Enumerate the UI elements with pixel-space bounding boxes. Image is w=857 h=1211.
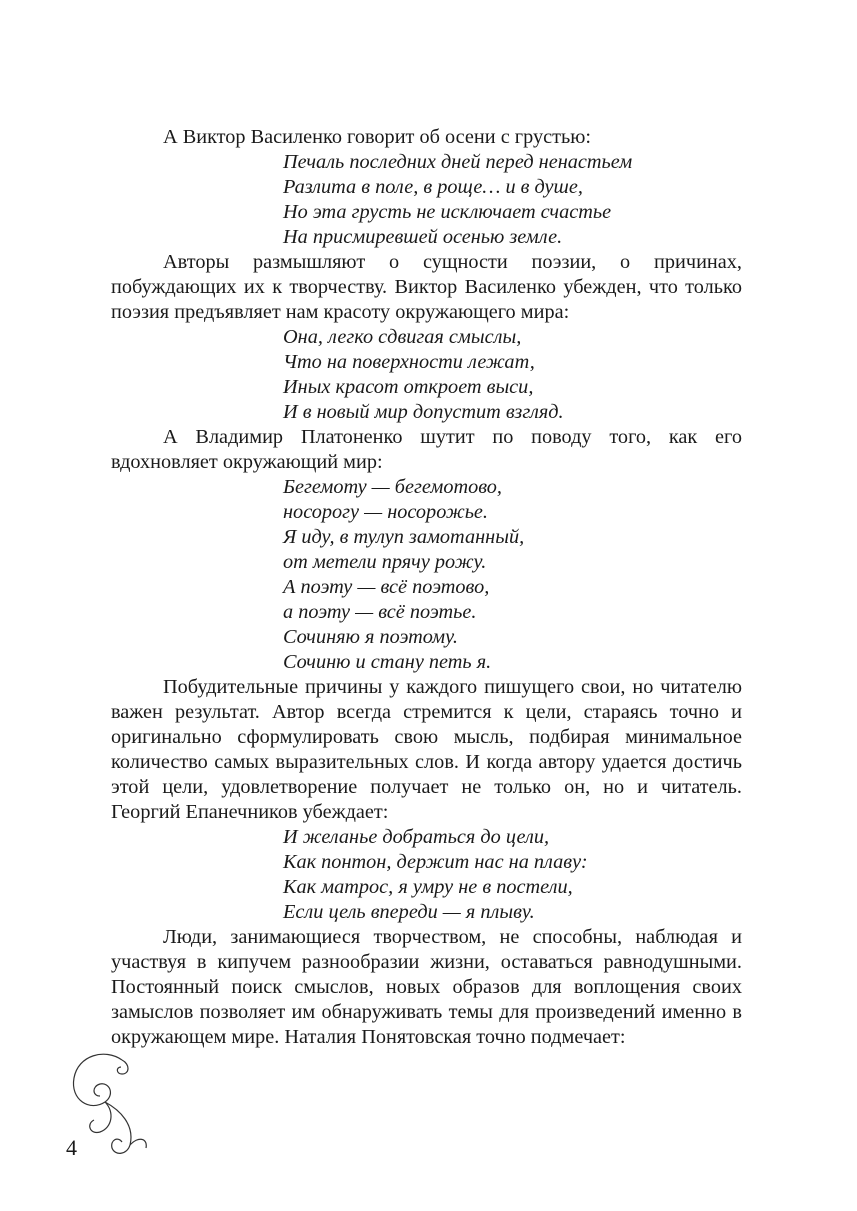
paragraph: Авторы размышляют о сущности поэзии, о причинах, побуждающих их к творчеству. Виктор Василенко убежден, что только поэзия предъявляет нам красоту окружающего мира: <box>111 251 742 323</box>
paragraph: Побудительные причины у каждого пишущего свои, но читателю важен результат. Автор всегда стремится к цели, стараясь точно и оригинально сформулировать свою мысль, подбирая минимальное количество самых выразительных слов. И когда автору удается достичь этой цели, удовлетворение получает не только он, но и читатель. Георгий Епанечников убеждает: <box>111 676 742 823</box>
page-number: 4 <box>66 1135 77 1160</box>
paragraph: Люди, занимающиеся творчеством, не способны, наблюдая и участвуя в кипучем разнообразии жизни, оставаться равнодушными. Постоянный поиск смыслов, новых образов для воплощения своих замыслов позволяет им обнаруживать темы для произведений именно в окружающем мире. Наталия Понятовская точно подмечает: <box>111 926 742 1048</box>
poem-line: Иных красот откроет выси, <box>283 376 534 398</box>
poem-line: Разлита в поле, в роще… и в душе, <box>283 176 583 198</box>
page-body <box>111 125 742 1050</box>
paragraph: А Владимир Платоненко шутит по поводу того, как его вдохновляет окружающий мир: <box>111 426 742 473</box>
poem-stanza <box>111 325 742 425</box>
poem-line: А поэту — всё поэтово, <box>283 576 490 598</box>
poem-line: И в новый мир допустит взгляд. <box>283 401 564 423</box>
poem-line: носорогу — носорожье. <box>283 501 488 523</box>
poem-line: Что на поверхности лежат, <box>283 351 535 373</box>
poem-line: На присмиревшей осенью земле. <box>283 226 563 248</box>
poem-line: Бегемоту — бегемотово, <box>283 476 503 498</box>
paragraph: А Виктор Василенко говорит об осени с грустью: <box>163 126 591 148</box>
poem-line: Сочиняю я поэтому. <box>283 626 458 648</box>
poem-line: Я иду, в тулуп замотанный, <box>283 526 525 548</box>
poem-line: Печаль последних дней перед ненастьем <box>283 151 633 173</box>
poem-line: Она, легко сдвигая смыслы, <box>283 326 522 348</box>
poem-stanza <box>111 825 742 925</box>
poem-line: И желанье добраться до цели, <box>283 826 550 848</box>
poem-line: от метели прячу рожу. <box>283 551 487 573</box>
poem-line: Как понтон, держит нас на плаву: <box>283 851 588 873</box>
poem-stanza <box>111 475 742 675</box>
poem-line: Сочиню и стану петь я. <box>283 651 492 673</box>
poem-stanza <box>111 150 742 250</box>
poem-line: Как матрос, я умру не в постели, <box>283 876 573 898</box>
poem-line: Но эта грусть не исключает счастье <box>283 201 612 223</box>
poem-line: а поэту — всё поэтье. <box>283 601 477 623</box>
poem-line: Если цель впереди — я плыву. <box>283 901 535 923</box>
